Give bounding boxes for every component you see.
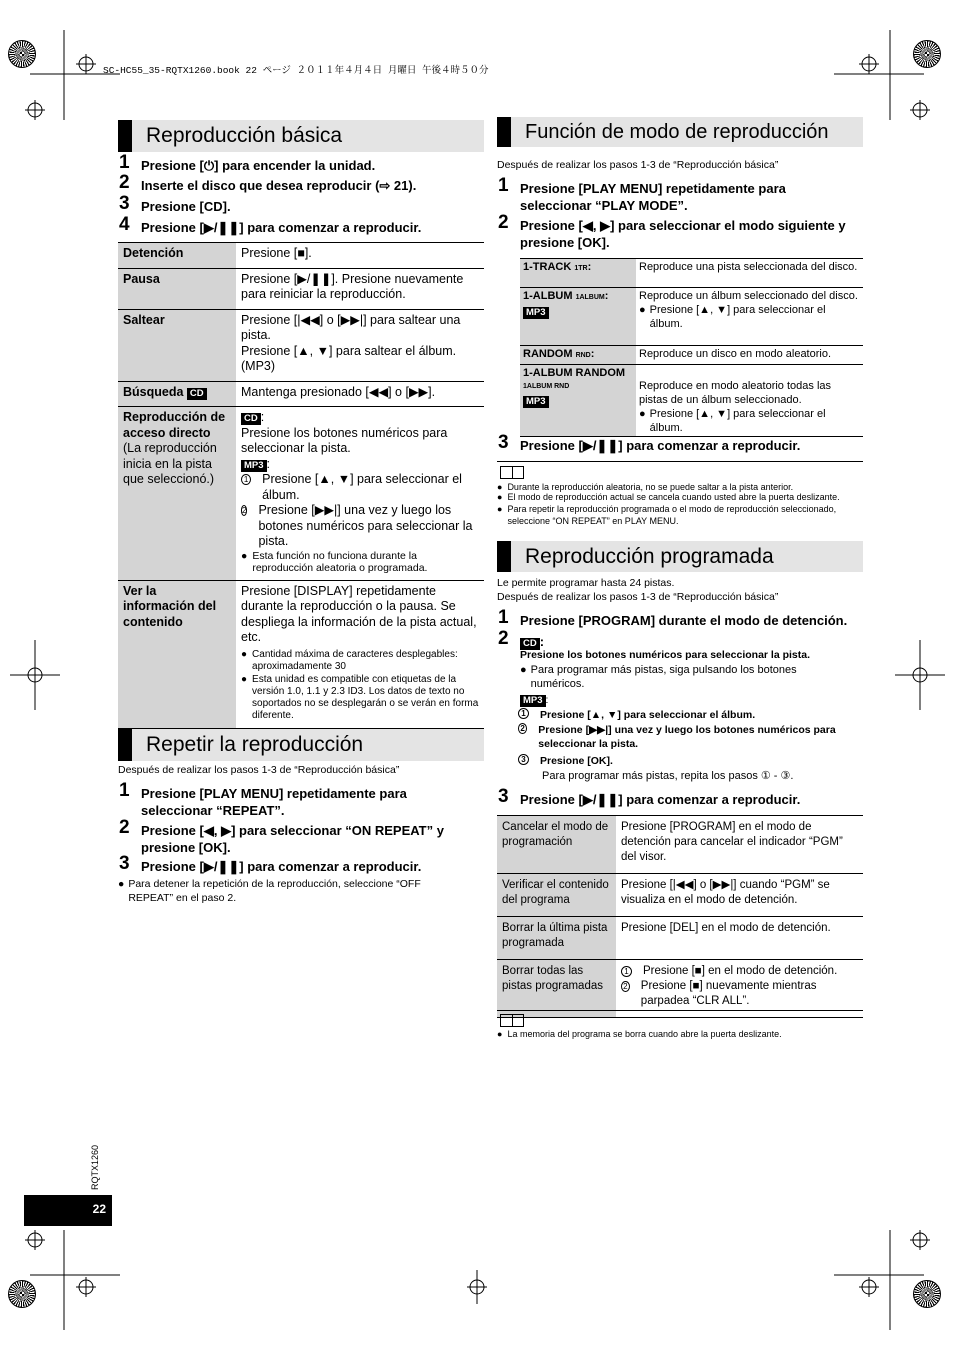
divider: [497, 1010, 863, 1011]
row-label: Pausa: [118, 268, 236, 309]
basic-step-3: 3 Presione [CD].: [119, 193, 231, 214]
program-label: Borrar la última pista programada: [497, 917, 616, 960]
section-title-repeat: Repetir la reproducción: [118, 729, 484, 761]
mode-step-2: 2 Presione [◀, ▶] para seleccionar el modo siguiente y presione [OK].: [498, 212, 846, 250]
mp3-badge: MP3: [523, 307, 549, 319]
page-number-box: [24, 1195, 112, 1226]
program-text: Presione [■] nuevamente mientras parpadea “CLR ALL”.: [640, 980, 817, 1007]
program-mp3-step-2: 2 Presione [▶▶|] una vez y luego los botones numéricos para seleccionar la pista.: [518, 723, 863, 751]
program-label: Cancelar el modo de programación: [497, 816, 616, 874]
program-mp3-step-3: 3 Presione [OK].: [518, 754, 863, 768]
row-note: Cantidad máxima de caracteres desplegables: aproximadamente 30: [252, 648, 458, 672]
program-cd-text: Presione los botones numéricos para seleccionar la pista.: [520, 649, 811, 661]
mode-text: Reproduce una pista seleccionada del disco.: [636, 259, 863, 288]
mode-label: RANDOM RND:: [520, 346, 636, 365]
repeat-step-2: 2 Presione [◀, ▶] para seleccionar “ON REPEAT” y presione [OK].: [119, 817, 444, 855]
program-mp3-label: MP3 :: [520, 693, 548, 707]
basic-table: Detención Presione [■]. Pausa Presione [▶/❚❚]. Presione nuevamente para reiniciar la reproducción. Saltear Presione [|◀◀] o [▶▶|] para saltear una pista. Presione [▲, ▼] para saltear el álbum. (MP3) Búsqueda CD Mantenga presionado [◀◀] o [▶▶]. Reproducción de acceso directo (La reproducción inicia en la pista que seleccionó.) CD : Presione los botones numéricos para seleccionar la pista. MP3 : 1 Presione [▲, ▼] para seleccionar el álbum. 2 Presione [▶▶|] una vez y luego los botones numéricos para seleccionar la pista. ● Esta función no funciona durante la reproducción aleatoria o programada. Ver la información del contenido Presione [DISPLAY] repetidamente durante la reproducción o la pausa. Se despliega la información de la pista actual, etc. ● Cantidad máxima de caracteres desplegables: aproximadamente 30 ● Esta unidad es compatible con etiquetas de la versión 1.0, 1.1 y 2.3 ID3. Los datos de texto no soportados no se desplegarán o se verán en forma diferente.: [118, 242, 484, 729]
row-text: Presione [▲, ▼] para saltear el álbum. (MP3): [241, 343, 457, 373]
mode-step-3: 3 Presione [▶/❚❚] para comenzar a reproducir.: [498, 432, 801, 453]
program-step-1: 1 Presione [PROGRAM] durante el modo de detención.: [498, 607, 848, 628]
mode-table: 1-TRACK 1TR: Reproduce una pista seleccionada del disco. 1-ALBUM 1ALBUM: MP3 Reproduce un álbum seleccionado del disco. ● Presione [▲, ▼] para seleccionar el álbum. RANDOM RND: Reproduce un disco en modo aleatorio. 1-ALBUM RANDOM 1ALBUM RND MP3 Reproduce en modo aleatorio todas las pistas de un álbum seleccionado. ● Presione [▲, ▼] para seleccionar el álbum.: [520, 258, 863, 437]
program-label: Verificar el contenido del programa: [497, 874, 616, 917]
basic-step-2: 2 Inserte el disco que desea reproducir (⇨ 21).: [119, 172, 417, 193]
mode-label: 1-ALBUM 1ALBUM: MP3: [520, 288, 636, 346]
cd-badge: CD: [241, 413, 261, 425]
repeat-step-3: 3 Presione [▶/❚❚] para comenzar a reproducir.: [119, 853, 422, 874]
row-label: Reproducción de acceso directo (La reproducción inicia en la pista que seleccionó.): [118, 407, 236, 581]
note-book-icon: [500, 466, 524, 479]
note-book-icon: [500, 1014, 524, 1027]
program-mp3-step-1: 1 Presione [▲, ▼] para seleccionar el álbum.: [518, 708, 863, 722]
row-text: Mantenga presionado [◀◀] o [▶▶].: [236, 381, 484, 407]
program-text: Presione [PROGRAM] en el modo de detención para cancelar el indicador “PGM” del visor.: [616, 816, 863, 874]
program-table: Cancelar el modo de programación Presione [PROGRAM] en el modo de detención para cancelar el indicador “PGM” del visor. Verificar el contenido del programa Presione [|◀◀] o [▶▶|] cuando “PGM” se visualiza en el modo de detención. Borrar la última pista programada Presione [DEL] en el modo de detención. Borrar todas las pistas programadas 1 Presione [■] en el modo de detención. 2 Presione [■] nuevamente mientras parpadea “CLR ALL”.: [497, 815, 863, 1018]
row-text: Presione [|◀◀] o [▶▶|] para saltear una pista.: [241, 312, 461, 342]
program-intro-2: Después de realizar los pasos 1-3 de “Reproducción básica”: [497, 591, 779, 603]
cd-badge: CD: [520, 638, 540, 650]
mode-intro: Después de realizar los pasos 1-3 de “Reproducción básica”: [497, 159, 779, 171]
program-note: ● La memoria del programa se borra cuando abre la puerta deslizante.: [497, 1029, 782, 1039]
row-text: Presione [■].: [236, 243, 484, 269]
program-text: Presione [|◀◀] o [▶▶|] cuando “PGM” se visualiza en el modo de detención.: [616, 874, 863, 917]
divider: [497, 461, 863, 462]
mp3-badge: MP3: [520, 695, 546, 707]
row-text: Presione [▲, ▼] para seleccionar el álbum.: [262, 472, 462, 502]
page-number: 22: [92, 1202, 106, 1216]
basic-step-1: 1 Presione [⏻] para encender la unidad.: [119, 152, 376, 173]
repeat-step-1: 1 Presione [PLAY MENU] repetidamente para seleccionar “REPEAT”.: [119, 780, 407, 818]
row-label: Detención: [118, 243, 236, 269]
row-label: Búsqueda CD: [118, 381, 236, 407]
section-title-mode: Función de modo de reproducción: [497, 117, 863, 147]
row-label: Ver la información del contenido: [118, 580, 236, 728]
doc-code: RQTX1260: [90, 1144, 100, 1190]
mode-label: 1-ALBUM RANDOM 1ALBUM RND MP3: [520, 365, 636, 437]
program-cd-note: ● Para programar más pistas, siga pulsando los botones numéricos.: [520, 664, 797, 690]
print-header: SC-HC55_35-RQTX1260.book 22 ページ ２０１１年４月４日 月曜日 午後４時５０分: [103, 65, 489, 76]
row-label: Saltear: [118, 309, 236, 381]
program-text: Presione [■] en el modo de detención.: [643, 965, 838, 977]
mode-note-1: ● Durante la reproducción aleatoria, no se puede saltar a la pista anterior.: [497, 482, 794, 492]
row-text: Presione los botones numéricos para seleccionar la pista.: [241, 425, 448, 455]
doc-code-wrapper: [90, 1144, 104, 1190]
mode-note-2: ● El modo de reproducción actual se cancela cuando usted abre la puerta deslizante.: [497, 492, 840, 502]
section-title-program: Reproducción programada: [497, 541, 863, 572]
mode-note: Presione [▲, ▼] para seleccionar el álbum.: [649, 304, 826, 330]
mode-text: Reproduce en modo aleatorio todas las pistas de un álbum seleccionado.: [639, 380, 832, 406]
mode-note-3: ● Para repetir la reproducción programada o el modo de reproducción seleccionado, seleccione “ON REPEAT” en PLAY MENU.: [497, 504, 837, 526]
row-text: Presione [DISPLAY] repetidamente durante la reproducción o la pausa. Se despliega la información de la pista actual, etc.: [241, 583, 477, 644]
mp3-badge: MP3: [241, 460, 267, 472]
basic-step-4: 4 Presione [▶/❚❚] para comenzar a reproducir.: [119, 214, 422, 235]
mode-step-1: 1 Presione [PLAY MENU] repetidamente para seleccionar “PLAY MODE”.: [498, 175, 786, 213]
row-text: Presione [▶▶|] una vez y luego los botones numéricos para seleccionar la pista.: [258, 503, 473, 548]
repeat-note: ● Para detener la repetición de la reproducción, seleccione “OFF REPEAT” en el paso 2.: [118, 878, 421, 904]
cd-badge: CD: [187, 388, 207, 400]
mode-label: 1-TRACK 1TR:: [520, 259, 636, 288]
mode-note: Presione [▲, ▼] para seleccionar el álbum.: [649, 408, 826, 434]
repeat-intro: Después de realizar los pasos 1-3 de “Reproducción básica”: [118, 764, 400, 776]
mp3-badge: MP3: [523, 396, 549, 408]
program-intro-1: Le permite programar hasta 24 pistas.: [497, 577, 675, 589]
program-text: Presione [DEL] en el modo de detención.: [616, 917, 863, 960]
mode-text: Reproduce un álbum seleccionado del disco.: [639, 290, 858, 302]
section-title-basic: Reproducción básica: [118, 120, 484, 152]
mode-text: Reproduce un disco en modo aleatorio.: [636, 346, 863, 365]
program-step-3: 3 Presione [▶/❚❚] para comenzar a reproducir.: [498, 786, 801, 807]
program-label: Borrar todas las pistas programadas: [497, 960, 616, 1018]
program-step-2: 2 CD :: [498, 628, 545, 649]
row-note: Esta función no funciona durante la reproducción aleatoria o programada.: [252, 549, 428, 574]
program-mp3-step-3-note: Para programar más pistas, repita los pasos ① - ③.: [542, 770, 794, 782]
row-text: Presione [▶/❚❚]. Presione nuevamente para reiniciar la reproducción.: [236, 268, 484, 309]
row-note: Esta unidad es compatible con etiquetas de la versión 1.0, 1.1 y 2.3 ID3. Los datos de texto no soportados no se desplegarán o se verán en forma diferente.: [252, 673, 479, 721]
